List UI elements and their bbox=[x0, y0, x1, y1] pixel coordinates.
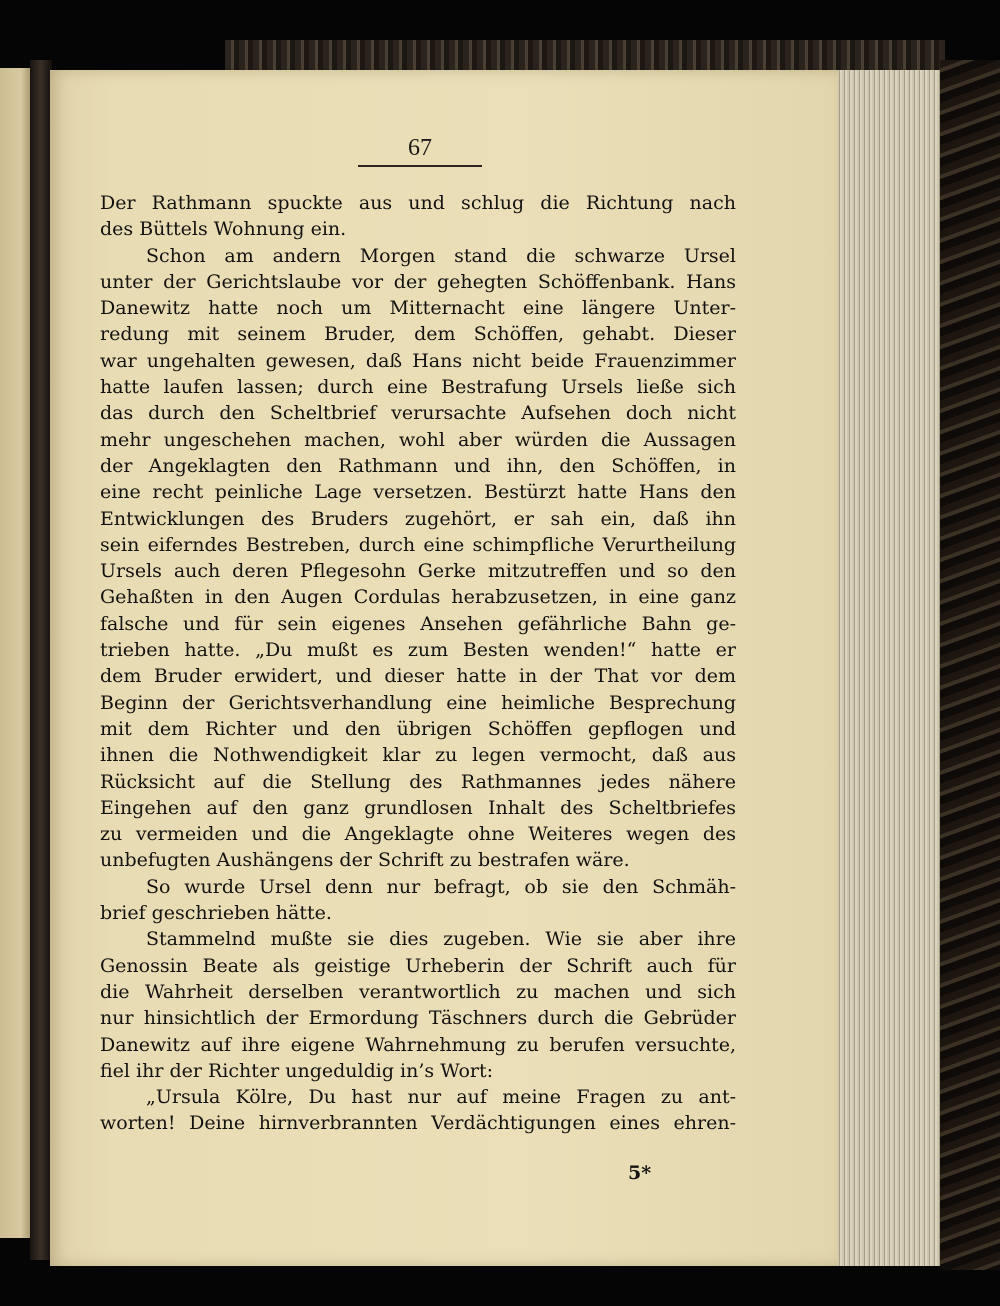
text-line: trieben hatte. „Du mußt es zum Besten wenden!“ hatte er bbox=[100, 639, 736, 662]
book-spine bbox=[30, 60, 52, 1260]
page-stack-edges bbox=[832, 70, 940, 1266]
text-line: die Wahrheit derselben verantwortlich zu machen und sich bbox=[100, 980, 736, 1003]
text-line: Der Rathmann spuckte aus und schlug die Richtung nach bbox=[100, 192, 736, 214]
text-line: brief geschrieben hätte. bbox=[100, 902, 332, 925]
text-line: worten! Deine hirnverbrannten Verdächtigungen eines ehren- bbox=[100, 1112, 736, 1135]
text-line: mit dem Richter und den übrigen Schöffen gepflogen und bbox=[100, 717, 736, 740]
text-line: fiel ihr der Richter ungeduldig in’s Wort: bbox=[100, 1059, 493, 1082]
text-line: Beginn der Gerichtsverhandlung eine heimliche Besprechung bbox=[100, 691, 736, 714]
left-page-edge bbox=[0, 68, 30, 1238]
text-line: das durch den Scheltbrief verursachte Aufsehen doch nicht bbox=[100, 402, 736, 425]
text-line: Eingehen auf den ganz grundlosen Inhalt des Scheltbriefes bbox=[100, 796, 736, 819]
text-line: unter der Gerichtslaube vor der gehegten Schöffenbank. Hans bbox=[100, 270, 736, 293]
text-line: dem Bruder erwidert, und dieser hatte in der That vor dem bbox=[100, 665, 736, 688]
text-line: sein eiferndes Bestreben, durch eine schimpfliche Verurtheilung bbox=[100, 533, 736, 556]
text-line: Stammelnd mußte sie dies zugeben. Wie sie aber ihre bbox=[146, 928, 736, 951]
signature-mark: 5* bbox=[628, 1162, 652, 1184]
text-line: hatte laufen lassen; durch eine Bestrafung Ursels ließe sich bbox=[100, 376, 736, 399]
text-line: mehr ungeschehen machen, wohl aber würden die Aussagen bbox=[100, 428, 736, 451]
body-text bbox=[100, 190, 736, 1137]
text-line: der Angeklagten den Rathmann und ihn, den Schöffen, in bbox=[100, 454, 736, 477]
header-rule bbox=[358, 165, 482, 167]
text-line: ihnen die Nothwendigkeit klar zu legen vermocht, daß aus bbox=[100, 744, 736, 767]
text-line: des Büttels Wohnung ein. bbox=[100, 218, 347, 241]
text-line: nur hinsichtlich der Ermordung Täschners durch die Gebrüder bbox=[100, 1007, 736, 1030]
cover-top-edge bbox=[225, 40, 945, 72]
text-line: „Ursula Kölre, Du hast nur auf meine Fragen zu ant- bbox=[146, 1086, 736, 1109]
text-line: war ungehalten gewesen, daß Hans nicht beide Frauenzimmer bbox=[100, 349, 736, 372]
text-line: Danewitz hatte noch um Mitternacht eine längere Unter- bbox=[100, 297, 736, 320]
text-line: falsche und für sein eigenes Ansehen gefährliche Bahn ge- bbox=[100, 612, 736, 635]
text-line: redung mit seinem Bruder, dem Schöffen, gehabt. Dieser bbox=[100, 323, 736, 346]
cover-right-edge bbox=[940, 60, 1000, 1270]
text-line: zu vermeiden und die Angeklagte ohne Weiteres wegen des bbox=[100, 823, 736, 846]
text-line: unbefugten Aushängens der Schrift zu bestrafen wäre. bbox=[100, 849, 630, 872]
text-line: eine recht peinliche Lage versetzen. Bestürzt hatte Hans den bbox=[100, 481, 736, 504]
text-line: Schon am andern Morgen stand die schwarze Ursel bbox=[146, 244, 736, 267]
text-line: Genossin Beate als geistige Urheberin der Schrift auch für bbox=[100, 954, 736, 977]
text-line: Rücksicht auf die Stellung des Rathmannes jedes nähere bbox=[100, 770, 736, 793]
text-line: Gehaßten in den Augen Cordulas herabzusetzen, in eine ganz bbox=[100, 586, 736, 609]
page-number: 67 bbox=[408, 135, 432, 161]
text-line: Danewitz auf ihre eigene Wahrnehmung zu berufen versuchte, bbox=[100, 1033, 736, 1056]
text-line: So wurde Ursel denn nur befragt, ob sie den Schmäh- bbox=[146, 875, 736, 898]
text-line: Ursels auch deren Pflegesohn Gerke mitzutreffen und so den bbox=[100, 560, 736, 583]
text-line: Entwicklungen des Bruders zugehört, er sah ein, daß ihn bbox=[100, 507, 736, 530]
